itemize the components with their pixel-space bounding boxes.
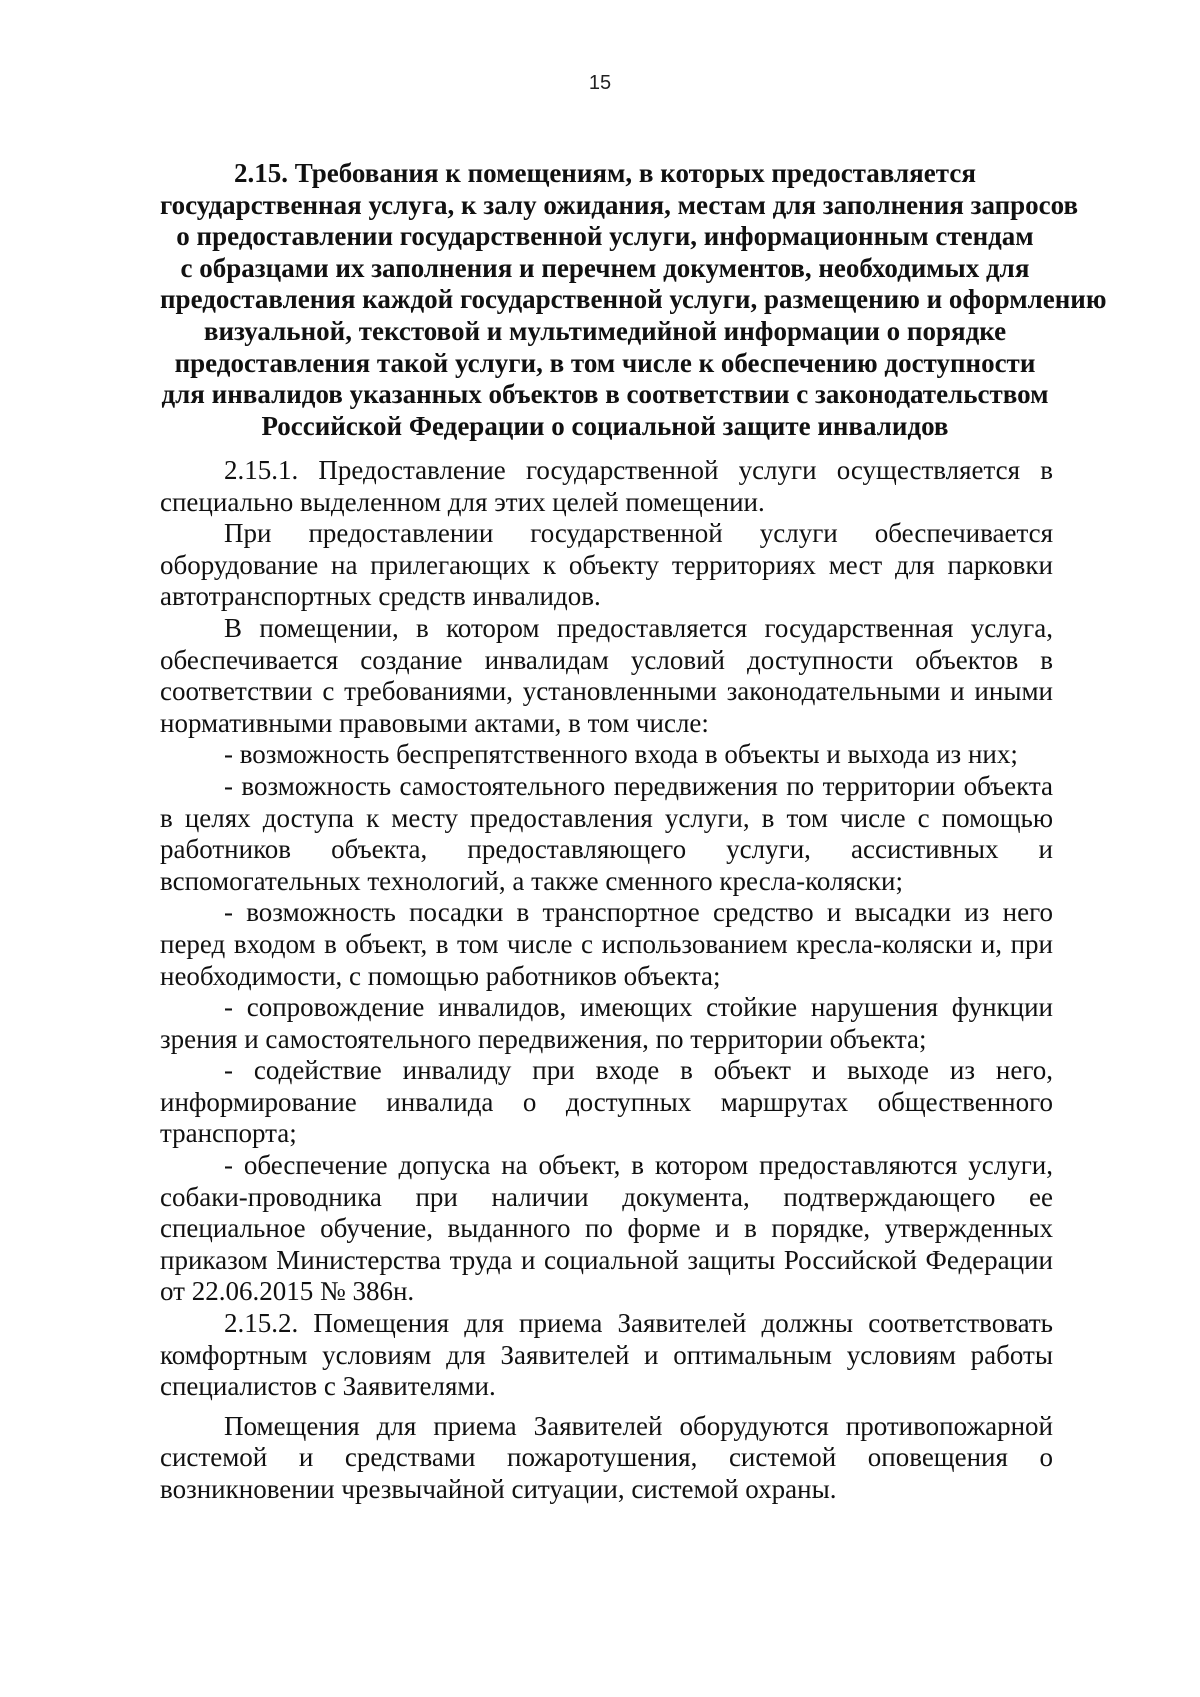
heading-line: Российской Федерации о социальной защите инвалидов (261, 410, 949, 441)
list-item: - возможность самостоятельного передвижения по территории объекта в целях доступа к месту предоставления услуги, в том числе с помощью работников объекта, предоставляющего услуги, ассистивных и вспомогательных технологий, а также сменного кресла-коляски; (160, 770, 1053, 896)
list-item: - обеспечение допуска на объект, в котором предоставляются услуги, собаки-проводника при наличии документа, подтверждающего ее специальное обучение, выданного по форме и в порядке, утвержденных приказом Министерства труда и социальной защиты Российской Федерации от 22.06.2015 № 386н. (160, 1150, 1053, 1307)
list-item: - возможность посадки в транспортное средство и высадки из него перед входом в объект, в том числе с использованием кресла-коляски и, при необходимости, с помощью работников объекта; (160, 897, 1053, 991)
list-item: - возможность беспрепятственного входа в объекты и выхода из них; (224, 739, 1018, 770)
list-item: - сопровождение инвалидов, имеющих стойкие нарушения функции зрения и самостоятельного передвижения, по территории объекта; (160, 992, 1053, 1054)
paragraph-2-15-2: 2.15.2. Помещения для приема Заявителей должны соответствовать комфортным условиям для Заявителей и оптимальным условиям работы специалистов с Заявителями. (160, 1308, 1053, 1402)
section-heading (160, 158, 1107, 442)
body-text (160, 455, 1053, 1506)
heading-line: с образцами их заполнения и перечнем документов, необходимых для (180, 252, 1030, 283)
paragraph-parking: При предоставлении государственной услуги обеспечивается оборудование на прилегающих к объекту территориях мест для парковки автотранспортных средств инвалидов. (160, 518, 1053, 612)
list-item: - содействие инвалиду при входе в объект и выходе из него, информирование инвалида о доступных маршрутах общественного транспорта; (160, 1055, 1053, 1149)
heading-line: визуальной, текстовой и мультимедийной информации о порядке (203, 315, 1007, 346)
heading-line: 2.15. Требования к помещениям, в которых предоставляется (234, 158, 976, 188)
heading-line: предоставления каждой государственной услуги, размещению и оформлению (160, 284, 1107, 315)
paragraph-accessibility: В помещении, в котором предоставляется государственная услуга, обеспечивается создание инвалидам условий доступности объектов в соответствии с требованиями, установленными законодательными и иными нормативными правовыми актами, в том числе: (160, 612, 1053, 738)
page-number: 15 (588, 72, 612, 94)
heading-line: предоставления такой услуги, в том числе к обеспечению доступности (174, 347, 1036, 378)
paragraph-2-15-1: 2.15.1. Предоставление государственной услуги осуществляется в специально выделенном для этих целей помещении. (160, 455, 1053, 517)
heading-line: о предоставлении государственной услуги, информационным стендам (176, 221, 1034, 252)
heading-line: государственная услуга, к залу ожидания, местам для заполнения запросов (160, 189, 1079, 220)
heading-line: для инвалидов указанных объектов в соответствии с законодательством (161, 379, 1049, 410)
paragraph-fire-safety: Помещения для приема Заявителей оборудуются противопожарной системой и средствами пожаротушения, системой оповещения о возникновении чрезвычайной ситуации, системой охраны. (160, 1410, 1053, 1504)
